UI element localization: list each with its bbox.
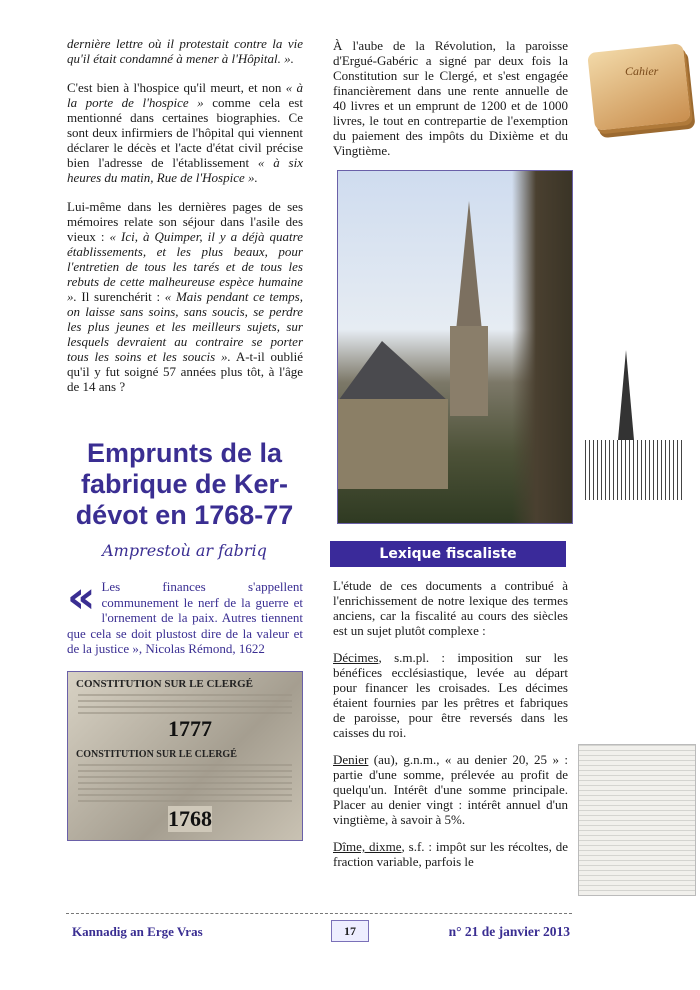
text: comme cela est mentionné dans certaines biographies. Ce sont deux infirmiers de l'hôpital qui viennent déclarer le décès et l'acte d'état civil précise bien l'adresse de l'établissement [67, 95, 303, 170]
left-column [67, 36, 303, 408]
text: C'est bien à l'hospice qu'il meurt, et non [67, 80, 286, 95]
document-headline-2: CONSTITUTION SUR LE CLERGÉ [76, 748, 237, 760]
footer-divider [66, 913, 572, 914]
chapel-engraving [580, 340, 695, 520]
tree [512, 171, 572, 523]
definition: , s.f. : impôt sur les récoltes, de fraction variable, parfois le [333, 839, 568, 869]
text: Il surenchérit : [76, 289, 165, 304]
definition: , s.m.pl. : imposition sur les bénéfices ecclésiastique, levée au départ pour financer les croisades. Les décimes étaient fournies par les prêtres et fabriques de paroisse, pour être reversés dans les caisses du roi. [333, 650, 568, 740]
paragraph [67, 199, 303, 394]
house-wall [338, 399, 448, 489]
term: Denier [333, 752, 369, 767]
ledger-books-image [585, 40, 697, 140]
constitution-document-image [67, 671, 303, 841]
quote-text: « à six heures du matin, Rue de l'Hospice ». [67, 155, 303, 185]
lexique-intro: L'étude de ces documents a contribué à l'enrichissement de notre lexique des termes anciens, car la fiscalité au cours des siècles est un sujet plutôt complexe : [333, 578, 568, 638]
lexique-column [333, 578, 568, 869]
document-lines [78, 764, 292, 802]
epigraph [67, 572, 303, 657]
document-lines [78, 694, 292, 714]
page-number: 17 [331, 920, 369, 942]
article-subtitle: Amprestoù ar fabriq [102, 541, 267, 560]
lexique-entry [333, 650, 568, 740]
document-headline: CONSTITUTION SUR LE CLERGÉ [76, 677, 253, 690]
term: Dîme, dixme [333, 839, 402, 854]
publication-name: Kannadig an Erge Vras [72, 924, 203, 939]
issue-date: n° 21 de janvier 2013 [448, 924, 570, 939]
intro-paragraph: À l'aube de la Révolution, la paroisse d'Ergué-Gabéric a signé par deux fois la Constitution sur le Clergé, et s'est engagée financièrement dans une rente annuelle de 40 livres et un emprunt de 1200 et de 1000 livres, le tout en contrepartie de l'exemption du paiement des impôts du Dixième et du Vingtième. [333, 38, 568, 158]
document-year-1768: 1768 [168, 805, 212, 831]
ledger-label: Cahier [625, 64, 659, 78]
quote-text: « à la porte de l'hospice » [67, 80, 304, 110]
definition: (au), g.n.m., « au denier 20, 25 » : partie d'une somme, prélevée au profit de quelqu'un. Intérêt d'une somme principale. Placer au denier vingt : intérêt annuel d'un vingtième, à savoir à 5%. [333, 752, 568, 827]
quote-text: « Ici, à Quimper, il y a déjà quatre établissements, et les plus beaux, pour l'entretien de tous les tarés et de tous les rebuts de cette malheureuse espèce humaine ». [67, 229, 303, 304]
article-title: Emprunts de la fabrique de Ker-dévot en 1768-77 [75, 438, 294, 530]
lexique-entry [333, 839, 568, 869]
kerdevot-chapel-photo [337, 170, 573, 524]
epigraph-text: Les finances s'appellent communement le nerf de la guerre et l'ornement de la paix. Autres tiennent que cela se doit plustost dire de la valeur et de la justice », Nicolas Rémond, 1622 [67, 579, 303, 656]
paragraph [67, 80, 303, 185]
term: Décimes [333, 650, 379, 665]
section-banner: Lexique fiscaliste [330, 541, 566, 567]
article-header-block [62, 438, 307, 841]
right-column-top [333, 38, 568, 172]
text: A-t-il oublié qu'il y fut soigné 57 années plus tôt, à l'âge de 14 ans ? [67, 349, 303, 394]
roof [338, 341, 448, 401]
quote-mark-icon: « [67, 572, 96, 623]
spire-drawing [618, 350, 634, 440]
church-tower [450, 326, 488, 416]
document-year-1777: 1777 [168, 715, 212, 741]
paragraph: dernière lettre où il protestait contre la vie qu'il était condamné à mener à l'Hôpital. ». [67, 36, 303, 66]
ledger-shape [587, 43, 691, 131]
chapel-drawing [585, 440, 685, 500]
quote-text: « Mais pendant ce temps, on laisse sans soins, sans soucis, se perdre les plus jeunes et les meilleurs sujets, sur lesquels devraient au contraire se porter tous les soins et les soucis ». [67, 289, 303, 364]
constitution-manuscript-image [578, 744, 696, 896]
church-spire [456, 201, 482, 331]
text: Lui-même dans les dernières pages de ses mémoires relate son séjour dans l'asile des vieux : [67, 199, 303, 244]
lexique-entry [333, 752, 568, 827]
